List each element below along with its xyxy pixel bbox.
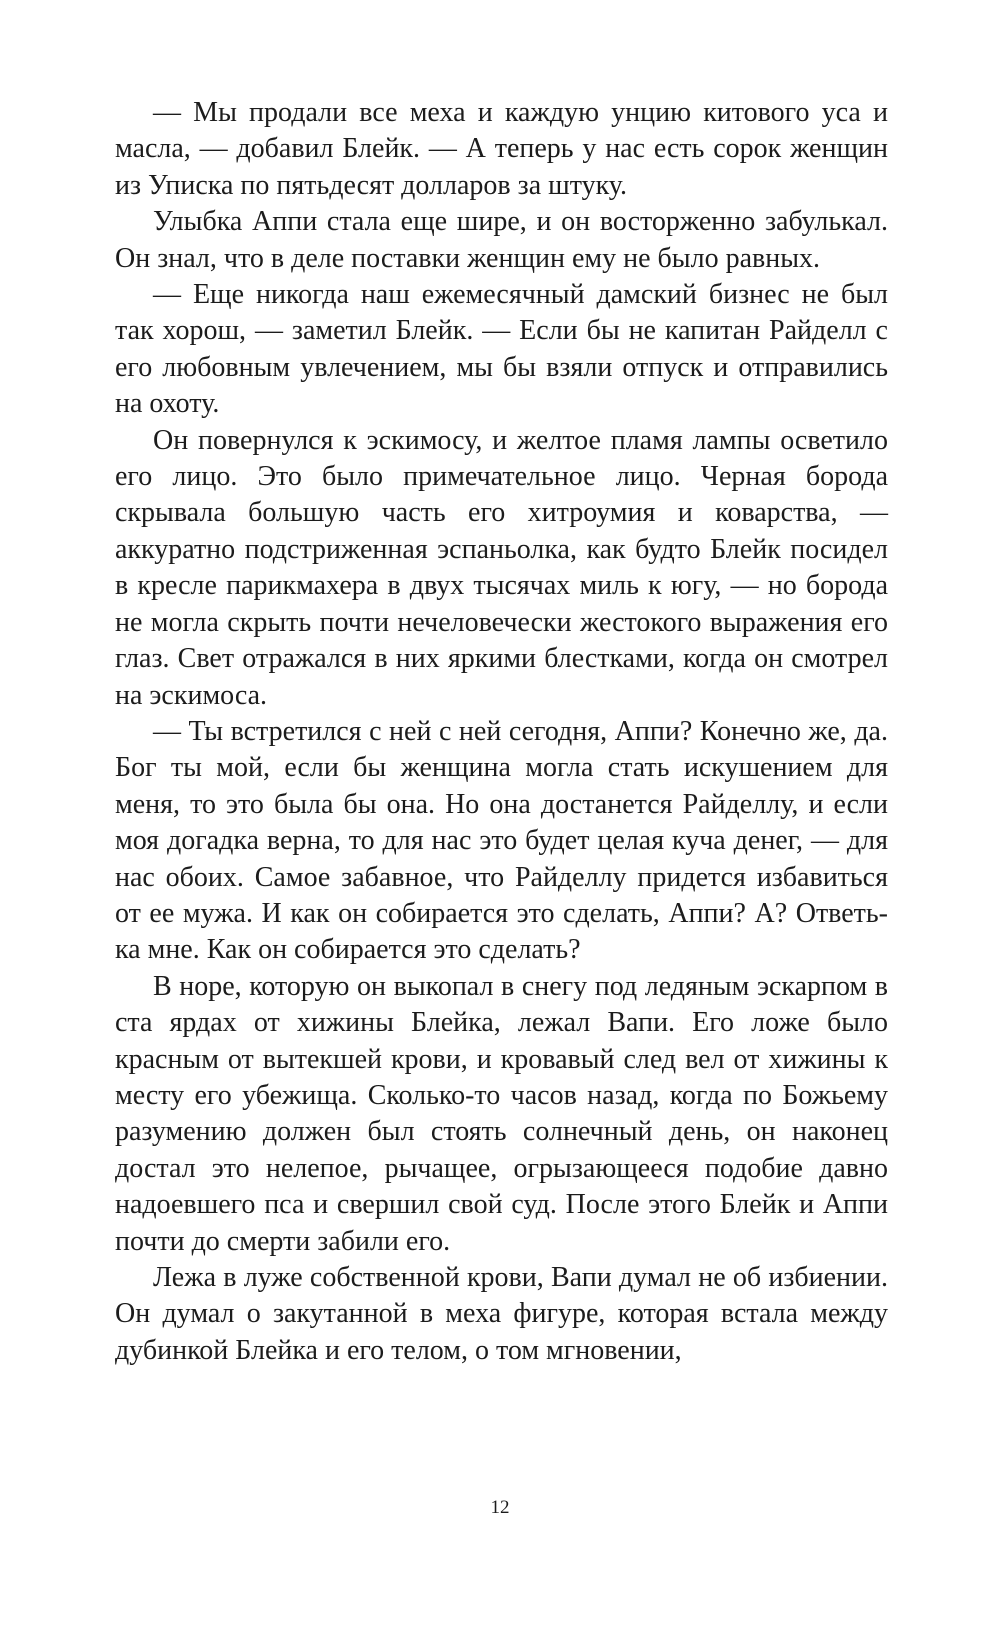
paragraph-3: — Еще никогда наш ежемесячный дамский бизнес не был так хорош, — заметил Блейк. — Если бы не капитан Райделл с его любовным увлечением, мы бы взяли отпуск и отправились на охоту. <box>115 279 888 420</box>
paragraph-5: — Ты встретился с ней с ней сегодня, Аппи? Конечно же, да. Бог ты мой, если бы женщина могла стать искушением для меня, то это была бы она. Но она достанется Райделлу, и если моя догадка верна, то для нас это будет целая куча денег, — для нас обоих. Самое забавное, что Райделлу придется избавиться от ее мужа. И как он собирается это сделать, Аппи? А? Ответь-ка мне. Как он собирается это сделать? <box>115 715 888 966</box>
paragraph-2: Улыбка Аппи стала еще шире, и он восторженно забулькал. Он знал, что в деле поставки женщин ему не было равных. <box>115 206 888 274</box>
page-number: 12 <box>490 1497 510 1518</box>
paragraph-6: В норе, которую он выкопал в снегу под ледяным эскарпом в ста ярдах от хижины Блейка, лежал Вапи. Его ложе было красным от вытекшей крови, и кровавый след вел от хижины к месту его убежища. Сколько-то часов назад, когда по Божьему разумению должен был стоять солнечный день, он наконец достал это нелепое, рычащее, огрызающееся подобие давно надоевшего пса и свершил свой суд. После этого Блейк и Аппи почти до смерти забили его. <box>115 970 888 1257</box>
paragraph-7: Лежа в луже собственной крови, Вапи думал не об избиении. Он думал о закутанной в меха фигуре, которая встала между дубинкой Блейка и его телом, о том мгновении, <box>115 1262 888 1366</box>
paragraph-1: — Мы продали все меха и каждую унцию китового уса и масла, — добавил Блейк. — А теперь у нас есть сорок женщин из Уписка по пятьдесят долларов за штуку. <box>115 97 888 201</box>
paragraph-4: Он повернулся к эскимосу, и желтое пламя лампы осветило его лицо. Это было примечательное лицо. Черная борода скрывала большую часть его хитроумия и коварства, — аккуратно подстриженная эспаньолка, как будто Блейк посидел в кресле парикмахера в двух тысячах миль к югу, — но борода не могла скрыть почти нечеловечески жестокого выражения его глаз. Свет отражался в них яркими блестками, когда он смотрел на эскимоса. <box>115 424 888 711</box>
body-text <box>115 95 888 1369</box>
